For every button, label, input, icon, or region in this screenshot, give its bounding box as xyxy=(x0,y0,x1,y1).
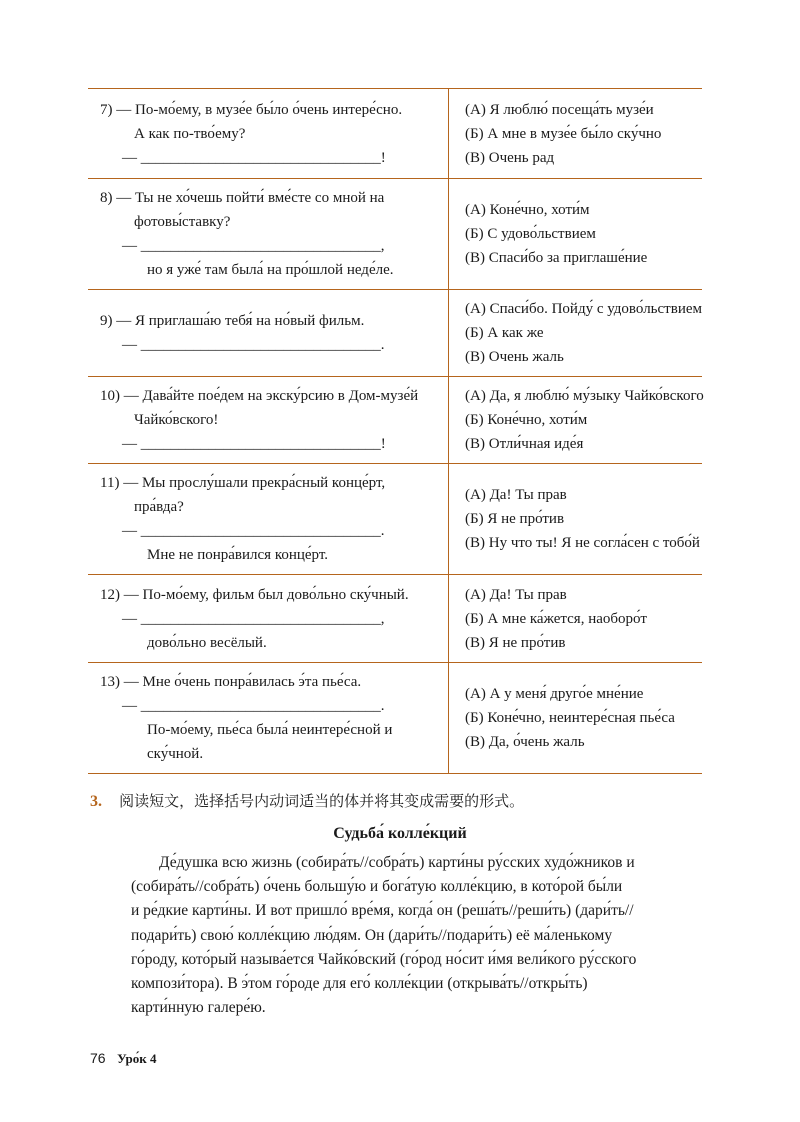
prompt-line: 8) — Ты не хо́чешь пойти́ вме́сте со мной на xyxy=(100,190,385,206)
table-row xyxy=(88,290,702,377)
answer-blank: — ________________________________, xyxy=(122,610,385,627)
exercise-3-heading xyxy=(90,790,524,811)
prompt-line: Мне не понра́вился конце́рт. xyxy=(147,547,329,563)
option-c: (В) Да, о́чень жаль xyxy=(465,734,585,750)
lesson-label: Уро́к 4 xyxy=(117,1051,157,1066)
page-number: 76 xyxy=(90,1050,106,1066)
options-cell xyxy=(449,290,703,377)
option-b: (Б) А как же xyxy=(465,325,544,341)
exercise-number: 3. xyxy=(90,793,102,810)
table-row xyxy=(88,464,702,575)
prompt-cell xyxy=(88,464,449,575)
prompt-cell xyxy=(88,290,449,377)
answer-blank: — ________________________________. xyxy=(122,523,385,539)
option-a: (А) Да! Ты прав xyxy=(465,487,567,503)
table-row xyxy=(88,663,702,774)
option-c: (В) Ну что ты! Я не согла́сен с тобо́й xyxy=(465,535,700,551)
text-line: и ре́дкие карти́ны. И вот пришло́ вре́мя, когда́ он (реша́ть//реши́ть) (дари́ть// xyxy=(131,902,634,920)
option-b: (Б) А мне в музе́е бы́ло ску́чно xyxy=(465,125,662,142)
options-cell xyxy=(449,89,703,179)
text-line: Де́душка всю жизнь (собира́ть//собра́ть) карти́ны ру́сских худо́жников и xyxy=(159,854,635,871)
exercise-table xyxy=(88,88,702,774)
prompt-line: 9) — Я приглаша́ю тебя́ на но́вый фильм. xyxy=(100,313,365,329)
prompt-line: 7) — По-мо́ему, в музе́е бы́ло о́чень интере́сно. xyxy=(100,101,403,118)
option-c: (В) Отли́чная иде́я xyxy=(465,436,584,452)
option-b: (Б) С удово́льствием xyxy=(465,226,596,242)
option-b: (Б) Коне́чно, хоти́м xyxy=(465,412,588,428)
prompt-cell xyxy=(88,377,449,464)
prompt-line: 11) — Мы прослу́шали прекра́сный конце́рт, xyxy=(100,475,386,491)
options-cell xyxy=(449,377,703,464)
text-line: карти́нную галере́ю. xyxy=(131,999,266,1017)
prompt-line: 13) — Мне о́чень понра́вилась э́та пье́са. xyxy=(100,674,362,690)
option-a: (А) А у меня́ друго́е мне́ние xyxy=(465,686,644,702)
prompt-line: ску́чной. xyxy=(147,746,204,762)
option-b: (Б) А мне ка́жется, наоборо́т xyxy=(465,610,647,627)
options-cell xyxy=(449,464,703,575)
option-b: (Б) Я не про́тив xyxy=(465,511,565,527)
options-cell xyxy=(449,179,703,290)
options-cell xyxy=(449,575,703,663)
prompt-line: дово́льно весёлый. xyxy=(147,634,267,651)
prompt-line: фотовы́ставку? xyxy=(134,214,231,230)
text-line: подари́ть) свою́ колле́кцию лю́дям. Он (дари́ть//подари́ть) её ма́ленькому xyxy=(131,926,613,944)
prompt-cell xyxy=(88,179,449,290)
answer-blank: — ________________________________. xyxy=(122,698,385,714)
prompt-cell xyxy=(88,89,449,179)
reading-text xyxy=(131,851,667,1020)
answer-blank: — ________________________________, xyxy=(122,238,385,254)
answer-blank: — ________________________________! xyxy=(122,149,386,166)
prompt-line: пра́вда? xyxy=(134,499,184,515)
option-a: (А) Я люблю́ посеща́ть музе́и xyxy=(465,101,654,118)
page-footer xyxy=(90,1050,157,1068)
option-c: (В) Очень рад xyxy=(465,149,555,166)
option-c: (В) Очень жаль xyxy=(465,349,564,365)
answer-blank: — ________________________________! xyxy=(122,436,386,452)
answer-blank: — ________________________________. xyxy=(122,337,385,353)
table-row xyxy=(88,575,702,663)
prompt-cell xyxy=(88,663,449,774)
exercise-instruction: 阅读短文，选择括号内动词适当的体并将其变成需要的形式。 xyxy=(119,792,525,810)
prompt-line: А как по-тво́ему? xyxy=(134,125,246,142)
prompt-line: 10) — Дава́йте пое́дем на экску́рсию в Дом-музе́й xyxy=(100,388,419,404)
table-row xyxy=(88,377,702,464)
option-a: (А) Спаси́бо. Пойду́ с удово́льствием xyxy=(465,301,702,317)
option-b: (Б) Коне́чно, неинтере́сная пье́са xyxy=(465,710,675,726)
option-a: (А) Да! Ты прав xyxy=(465,586,567,603)
prompt-line: Чайко́вского! xyxy=(134,412,219,428)
table-row xyxy=(88,179,702,290)
reading-title: Судьба́ колле́кций xyxy=(333,825,467,842)
text-line: (собира́ть//собра́ть) о́чень большу́ю и бога́тую колле́кцию, в кото́рой бы́ли xyxy=(131,878,623,896)
table-row xyxy=(88,89,702,179)
text-line: го́роду, кото́рый называ́ется Чайко́вский (го́род но́сит и́мя вели́кого ру́сского xyxy=(131,950,637,968)
option-a: (А) Да, я люблю́ му́зыку Чайко́вского xyxy=(465,388,704,404)
prompt-line: но я уже́ там была́ на про́шлой неде́ле. xyxy=(147,262,394,278)
text-line: компози́тора). В э́том го́роде для его́ колле́кции (открыва́ть//откры́ть) xyxy=(131,975,588,993)
options-cell xyxy=(449,663,703,774)
option-c: (В) Я не про́тив xyxy=(465,634,566,651)
prompt-line: По-мо́ему, пье́са была́ неинтере́сной и xyxy=(147,722,393,738)
option-c: (В) Спаси́бо за приглаше́ние xyxy=(465,250,648,266)
prompt-line: 12) — По-мо́ему, фильм был дово́льно ску́чный. xyxy=(100,586,409,603)
option-a: (А) Коне́чно, хоти́м xyxy=(465,202,590,218)
prompt-cell xyxy=(88,575,449,663)
